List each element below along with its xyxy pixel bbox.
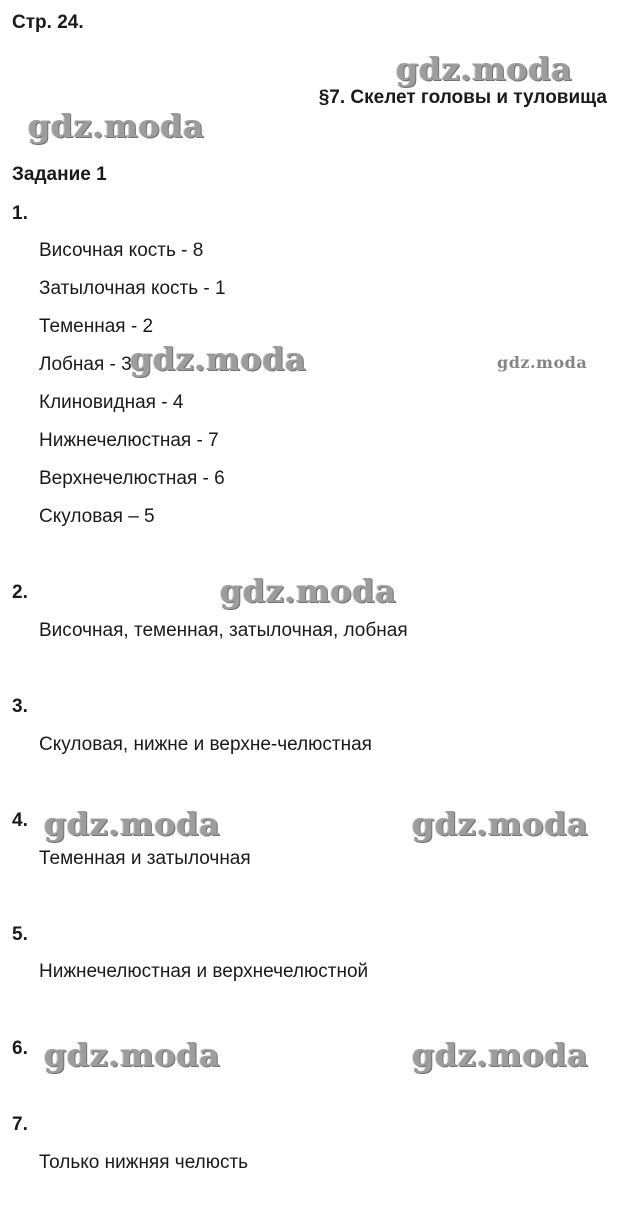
- q1-item-occipital: Затылочная кость - 1: [39, 278, 226, 299]
- question-2-number: 2.: [12, 582, 28, 603]
- watermark-logo: gdz.moda: [412, 805, 589, 843]
- question-5-number: 5.: [12, 924, 28, 945]
- q1-item-maxilla: Верхнечелюстная - 6: [39, 468, 225, 489]
- question-7-number: 7.: [12, 1114, 28, 1135]
- q1-item-zygomatic: Скуловая – 5: [39, 506, 155, 527]
- watermark-logo: gdz.moda: [130, 340, 307, 378]
- task-title: Задание 1: [12, 164, 107, 185]
- watermark-logo: gdz.moda: [412, 1036, 589, 1074]
- q1-item-parietal: Теменная - 2: [39, 316, 154, 337]
- question-3-answer: Скуловая, нижне и верхне-челюстная: [39, 734, 372, 755]
- watermark-logo: gdz.moda: [497, 353, 588, 372]
- watermark-logo: gdz.moda: [44, 805, 221, 843]
- question-6-number: 6.: [12, 1038, 28, 1059]
- question-1-number: 1.: [12, 203, 28, 224]
- watermark-logo: gdz.moda: [220, 572, 397, 610]
- question-3-number: 3.: [12, 696, 28, 717]
- q1-item-temporal: Височная кость - 8: [39, 240, 204, 261]
- watermark-logo: gdz.moda: [44, 1036, 221, 1074]
- watermark-logo: gdz.moda: [28, 107, 205, 145]
- q1-item-frontal: Лобная - 3: [39, 354, 132, 375]
- question-2-answer: Височная, теменная, затылочная, лобная: [39, 620, 408, 641]
- page-label: Стр. 24.: [12, 12, 84, 33]
- section-title: §7. Скелет головы и туловища: [318, 87, 607, 108]
- question-4-number: 4.: [12, 810, 28, 831]
- question-5-answer: Нижнечелюстная и верхнечелюстной: [39, 961, 369, 982]
- q1-item-mandible: Нижнечелюстная - 7: [39, 430, 219, 451]
- watermark-logo: gdz.moda: [396, 50, 573, 88]
- question-4-answer: Теменная и затылочная: [39, 848, 251, 869]
- question-7-answer: Только нижняя челюсть: [39, 1152, 249, 1173]
- q1-item-sphenoid: Клиновидная - 4: [39, 392, 184, 413]
